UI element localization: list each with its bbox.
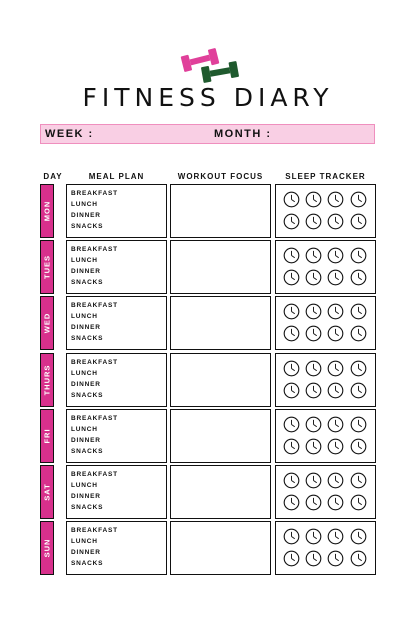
meal-label: DINNER [71, 324, 101, 332]
clock-icon[interactable] [350, 360, 367, 377]
day-tab [40, 521, 54, 575]
meal-label: BREAKFAST [71, 414, 118, 422]
clock-icon[interactable] [305, 360, 322, 377]
clock-icon[interactable] [327, 213, 344, 230]
meal-plan-box[interactable] [66, 521, 167, 575]
clock-icon[interactable] [350, 528, 367, 545]
day-row [40, 521, 376, 575]
clock-icon[interactable] [283, 494, 300, 511]
clock-icon[interactable] [327, 191, 344, 208]
meal-label: DINNER [71, 380, 101, 388]
clock-icon[interactable] [283, 191, 300, 208]
clock-icon[interactable] [350, 247, 367, 264]
clock-icon[interactable] [283, 247, 300, 264]
sleep-tracker-column-header: SLEEP TRACKER [285, 172, 366, 181]
day-row [40, 296, 376, 350]
day-label: FRI [42, 428, 52, 444]
meal-label: LUNCH [71, 201, 98, 208]
clock-icon[interactable] [283, 360, 300, 377]
clock-icon[interactable] [305, 494, 322, 511]
meal-label: SNACKS [71, 504, 104, 511]
day-label: TUES [42, 255, 52, 280]
day-label: SAT [42, 483, 52, 501]
meal-label: DINNER [71, 212, 101, 219]
meal-label: SNACKS [71, 279, 104, 287]
workout-focus-box[interactable] [170, 409, 271, 463]
day-label: WED [42, 313, 52, 334]
clock-icon[interactable] [327, 360, 344, 377]
clock-icon[interactable] [305, 382, 322, 399]
clock-icon[interactable] [350, 303, 367, 320]
meal-label: LUNCH [71, 425, 98, 433]
workout-focus-box[interactable] [170, 296, 271, 350]
meal-label: SNACKS [71, 391, 104, 399]
meal-label: SNACKS [71, 335, 104, 343]
meal-plan-box[interactable] [66, 184, 167, 238]
meal-label: BREAKFAST [71, 246, 118, 254]
clock-icon[interactable] [350, 269, 367, 286]
clock-icon[interactable] [350, 191, 367, 208]
clock-icon[interactable] [283, 382, 300, 399]
day-label: SUN [42, 538, 52, 558]
workout-focus-box[interactable] [170, 521, 271, 575]
clock-icon[interactable] [327, 416, 344, 433]
day-tab [40, 184, 54, 238]
clock-icon[interactable] [327, 550, 344, 567]
clock-icon[interactable] [283, 303, 300, 320]
meal-label: SNACKS [71, 223, 104, 230]
clock-icon[interactable] [283, 325, 300, 342]
clock-icon[interactable] [327, 325, 344, 342]
meal-label: LUNCH [71, 538, 98, 546]
meal-plan-column-header: MEAL PLAN [88, 172, 145, 181]
clock-icon[interactable] [350, 494, 367, 511]
sleep-tracker-box [275, 184, 376, 238]
workout-focus-box[interactable] [170, 184, 271, 238]
clock-icon[interactable] [283, 438, 300, 455]
workout-focus-box[interactable] [170, 465, 271, 519]
clock-icon[interactable] [305, 303, 322, 320]
clock-icon[interactable] [327, 303, 344, 320]
clock-icon[interactable] [283, 269, 300, 286]
sleep-tracker-box [275, 409, 376, 463]
day-tab [40, 240, 54, 294]
meal-label: LUNCH [71, 313, 98, 321]
meal-label: LUNCH [71, 482, 98, 489]
clock-icon[interactable] [283, 472, 300, 489]
clock-icon[interactable] [305, 472, 322, 489]
meal-label: DINNER [71, 549, 101, 557]
clock-icon[interactable] [350, 472, 367, 489]
clock-icon[interactable] [327, 438, 344, 455]
clock-icon[interactable] [350, 325, 367, 342]
day-row [40, 465, 376, 519]
clock-icon[interactable] [327, 247, 344, 264]
clock-icon[interactable] [327, 528, 344, 545]
meal-plan-box[interactable] [66, 296, 167, 350]
clock-icon[interactable] [305, 325, 322, 342]
workout-focus-box[interactable] [170, 353, 271, 407]
workout-focus-box[interactable] [170, 240, 271, 294]
meal-label: BREAKFAST [71, 527, 118, 535]
clock-icon[interactable] [350, 416, 367, 433]
clock-icon[interactable] [350, 550, 367, 567]
meal-label: BREAKFAST [71, 358, 118, 366]
meal-plan-box[interactable] [66, 353, 167, 407]
sleep-tracker-box [275, 353, 376, 407]
meal-label: BREAKFAST [71, 302, 118, 310]
meal-label: SNACKS [71, 560, 104, 568]
clock-icon[interactable] [283, 213, 300, 230]
clock-icon[interactable] [327, 494, 344, 511]
clock-icon[interactable] [283, 528, 300, 545]
meal-label: SNACKS [71, 447, 104, 455]
week-month-bar [40, 124, 375, 144]
day-row [40, 409, 376, 463]
meal-label: DINNER [71, 268, 101, 276]
day-column-header: DAY [43, 172, 63, 181]
meal-plan-box[interactable] [66, 409, 167, 463]
meal-plan-box[interactable] [66, 240, 167, 294]
clock-icon[interactable] [305, 438, 322, 455]
meal-label: BREAKFAST [71, 190, 118, 197]
day-label: MON [42, 200, 52, 222]
sleep-tracker-box [275, 521, 376, 575]
meal-label: LUNCH [71, 257, 98, 265]
day-tab [40, 353, 54, 407]
clock-icon[interactable] [350, 382, 367, 399]
clock-icon[interactable] [350, 213, 367, 230]
month-label: MONTH : [214, 128, 272, 140]
clock-icon[interactable] [305, 213, 322, 230]
meal-label: DINNER [71, 436, 101, 444]
clock-icon[interactable] [327, 269, 344, 286]
dumbbells-icon [176, 46, 246, 86]
day-tab [40, 409, 54, 463]
clock-icon[interactable] [305, 550, 322, 567]
clock-icon[interactable] [283, 550, 300, 567]
day-tab [40, 465, 54, 519]
sleep-tracker-box [275, 296, 376, 350]
clock-icon[interactable] [305, 191, 322, 208]
week-label: WEEK : [45, 128, 94, 140]
meal-label: LUNCH [71, 369, 98, 377]
clock-icon[interactable] [327, 382, 344, 399]
day-tab [40, 296, 54, 350]
clock-icon[interactable] [327, 472, 344, 489]
meal-plan-box[interactable] [66, 465, 167, 519]
clock-icon[interactable] [305, 269, 322, 286]
clock-icon[interactable] [305, 416, 322, 433]
day-label: THURS [42, 364, 52, 396]
meal-label: DINNER [71, 493, 101, 500]
workout-focus-column-header: WORKOUT FOCUS [177, 172, 264, 181]
day-row [40, 353, 376, 407]
clock-icon[interactable] [350, 438, 367, 455]
sleep-tracker-box [275, 465, 376, 519]
clock-icon[interactable] [305, 528, 322, 545]
meal-label: BREAKFAST [71, 471, 118, 478]
clock-icon[interactable] [305, 247, 322, 264]
clock-icon[interactable] [283, 416, 300, 433]
sleep-tracker-box [275, 240, 376, 294]
day-row [40, 184, 376, 238]
page-title: FITNESS DIARY [82, 83, 334, 112]
day-row [40, 240, 376, 294]
